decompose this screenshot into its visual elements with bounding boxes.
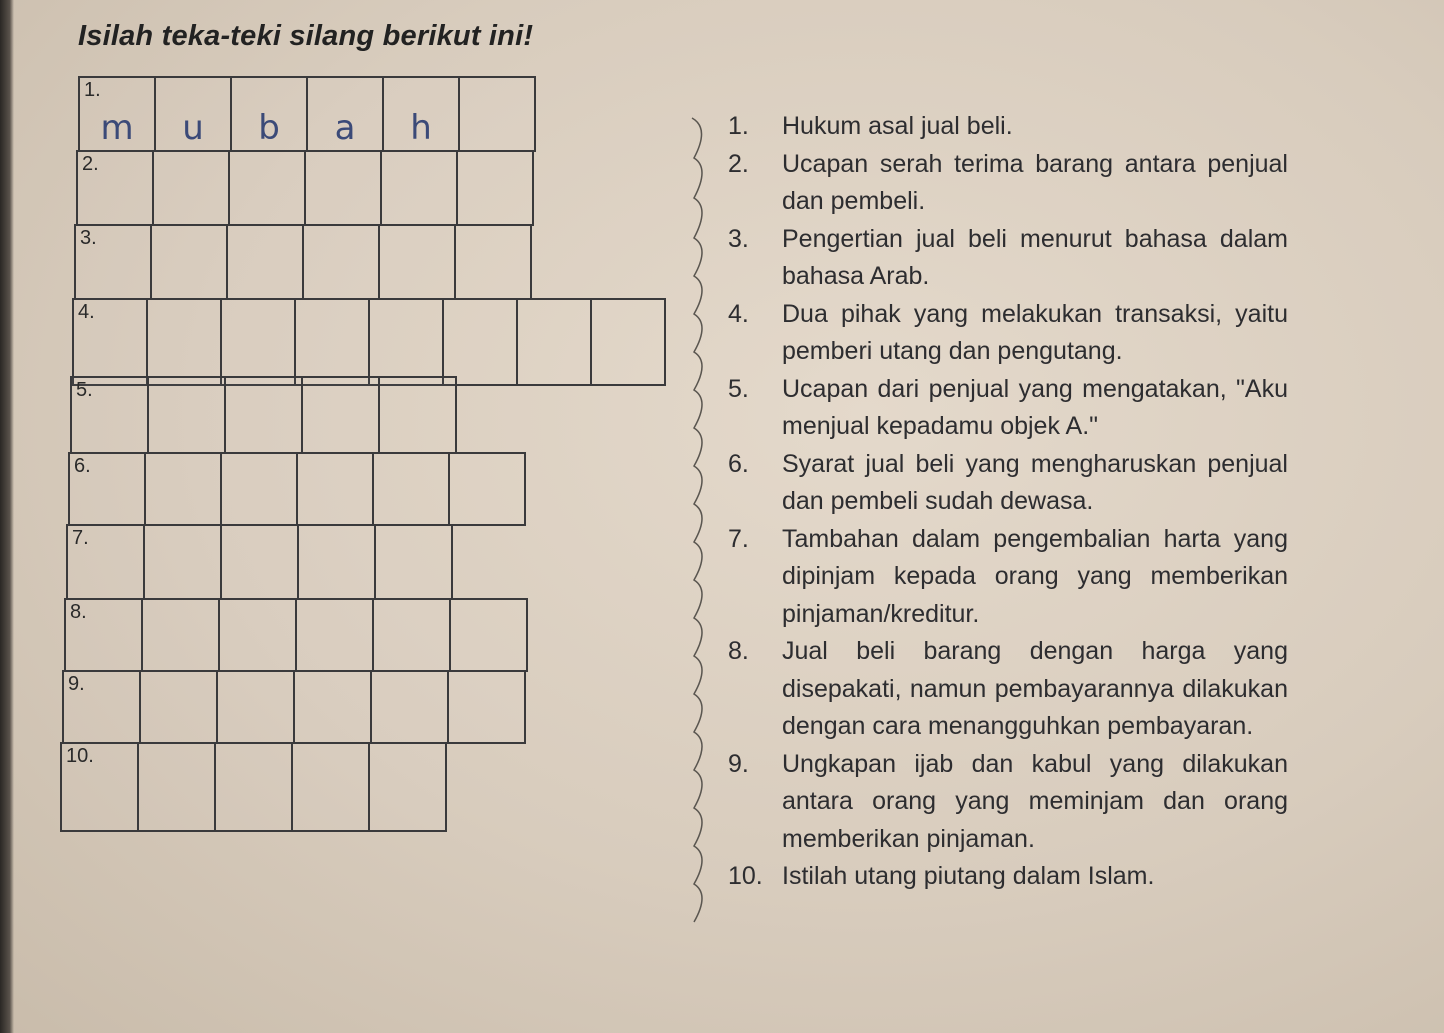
clue-text: Istilah utang piutang dalam Islam. <box>782 862 1155 890</box>
crossword-cell[interactable] <box>293 670 372 744</box>
clue-item <box>728 446 1288 521</box>
clue-text: Ungkapan ijab dan kabul yang dilakukan antara orang yang meminjam dan orang memberikan pinjaman. <box>782 749 1288 853</box>
crossword-cell[interactable] <box>516 298 592 386</box>
clue-item <box>728 858 1288 896</box>
crossword-cell[interactable] <box>372 452 450 526</box>
crossword-cell[interactable] <box>137 742 216 832</box>
crossword-cell[interactable] <box>154 76 232 152</box>
handwritten-letter: h <box>410 108 432 148</box>
crossword-cell[interactable] <box>297 524 376 600</box>
crossword-cell[interactable] <box>74 224 152 300</box>
crossword-cell[interactable] <box>226 224 304 300</box>
crossword-cell[interactable] <box>302 224 380 300</box>
clue-number: 8. <box>728 637 749 665</box>
crossword-cell[interactable] <box>306 76 384 152</box>
clue-item <box>728 146 1288 221</box>
crossword-cell[interactable] <box>76 150 154 226</box>
crossword-cell[interactable] <box>216 670 295 744</box>
clue-number: 7. <box>728 524 749 553</box>
clue-text: Tambahan dalam pengembalian harta yang dipinjam kepada orang yang memberikan pinjaman/kreditur. <box>782 524 1288 628</box>
crossword-cell[interactable] <box>146 298 222 386</box>
crossword-cell[interactable] <box>378 376 457 454</box>
crossword-cell[interactable] <box>147 376 226 454</box>
crossword-cell[interactable] <box>382 76 460 152</box>
clue-text: Jual beli barang dengan harga yang disepakati, namun pembayarannya dilakukan dengan cara menangguhkan pembayaran. <box>782 637 1288 740</box>
crossword-cell[interactable] <box>144 452 222 526</box>
crossword-cell[interactable] <box>380 150 458 226</box>
handwritten-letter: b <box>258 108 280 148</box>
handwritten-letter: m <box>100 108 134 148</box>
crossword-cell[interactable] <box>141 598 220 672</box>
crossword-cell[interactable] <box>224 376 303 454</box>
clue-number: 5. <box>728 374 749 403</box>
row-number: 7. <box>72 527 89 549</box>
crossword-cell[interactable] <box>296 452 374 526</box>
clue-number: 4. <box>728 299 749 328</box>
clue-item <box>728 633 1288 746</box>
clue-text: Ucapan dari penjual yang mengatakan, "Aku menjual kepadamu objek A." <box>782 374 1288 440</box>
crossword-cell[interactable] <box>214 742 293 832</box>
crossword-cell[interactable] <box>228 150 306 226</box>
crossword-cell[interactable] <box>64 598 143 672</box>
page-title: Isilah teka-teki silang berikut ini! <box>78 20 534 52</box>
crossword-cell[interactable] <box>143 524 222 600</box>
clue-bracket-decoration <box>684 108 720 938</box>
crossword-cell[interactable] <box>220 452 298 526</box>
clue-text: Ucapan serah terima barang antara penjual dan pembeli. <box>782 149 1288 215</box>
crossword-cell[interactable] <box>68 452 146 526</box>
row-number: 4. <box>78 301 95 323</box>
crossword-cell[interactable] <box>139 670 218 744</box>
clue-number: 1. <box>728 112 749 140</box>
crossword-cell[interactable] <box>220 524 299 600</box>
crossword-cell[interactable] <box>78 76 156 152</box>
crossword-grid <box>0 0 680 850</box>
clue-number: 6. <box>728 449 749 478</box>
crossword-cell[interactable] <box>456 150 534 226</box>
clue-text: Pengertian jual beli menurut bahasa dalam bahasa Arab. <box>782 224 1288 290</box>
crossword-cell[interactable] <box>378 224 456 300</box>
crossword-cell[interactable] <box>70 376 149 454</box>
clue-item <box>728 521 1288 634</box>
crossword-cell[interactable] <box>291 742 370 832</box>
crossword-cell[interactable] <box>372 598 451 672</box>
crossword-cell[interactable] <box>218 598 297 672</box>
row-number: 2. <box>82 153 99 175</box>
clue-number: 9. <box>728 749 749 778</box>
crossword-cell[interactable] <box>60 742 139 832</box>
clue-text: Syarat jual beli yang mengharuskan penjual dan pembeli sudah dewasa. <box>782 449 1288 515</box>
clue-item <box>728 371 1288 446</box>
clue-number: 10. <box>728 862 763 890</box>
row-number: 6. <box>74 455 91 477</box>
clue-item <box>728 296 1288 371</box>
clue-text: Hukum asal jual beli. <box>782 112 1013 140</box>
row-number: 8. <box>70 601 87 623</box>
row-number: 1. <box>84 79 101 101</box>
crossword-cell[interactable] <box>294 298 370 386</box>
handwritten-letter: a <box>334 108 356 148</box>
crossword-cell[interactable] <box>454 224 532 300</box>
crossword-cell[interactable] <box>458 76 536 152</box>
row-number: 10. <box>66 745 94 767</box>
clue-list <box>728 108 1288 896</box>
crossword-cell[interactable] <box>449 598 528 672</box>
clue-number: 2. <box>728 149 749 178</box>
clue-item <box>728 221 1288 296</box>
row-number: 3. <box>80 227 97 249</box>
crossword-cell[interactable] <box>374 524 453 600</box>
crossword-cell[interactable] <box>447 670 526 744</box>
row-number: 5. <box>76 379 93 401</box>
crossword-cell[interactable] <box>295 598 374 672</box>
clue-item <box>728 746 1288 859</box>
crossword-cell[interactable] <box>220 298 296 386</box>
clue-text: Dua pihak yang melakukan transaksi, yaitu pemberi utang dan pengutang. <box>782 299 1288 365</box>
crossword-cell[interactable] <box>150 224 228 300</box>
crossword-cell[interactable] <box>72 298 148 386</box>
crossword-cell[interactable] <box>66 524 145 600</box>
clue-number: 3. <box>728 224 749 253</box>
crossword-cell[interactable] <box>152 150 230 226</box>
crossword-cell[interactable] <box>62 670 141 744</box>
crossword-cell[interactable] <box>448 452 526 526</box>
crossword-cell[interactable] <box>230 76 308 152</box>
handwritten-letter: u <box>182 108 204 148</box>
crossword-cell[interactable] <box>368 742 447 832</box>
crossword-cell[interactable] <box>301 376 380 454</box>
clue-item <box>728 108 1288 146</box>
row-number: 9. <box>68 673 85 695</box>
crossword-cell[interactable] <box>304 150 382 226</box>
crossword-cell[interactable] <box>370 670 449 744</box>
crossword-cell[interactable] <box>442 298 518 386</box>
crossword-cell[interactable] <box>590 298 666 386</box>
crossword-cell[interactable] <box>368 298 444 386</box>
